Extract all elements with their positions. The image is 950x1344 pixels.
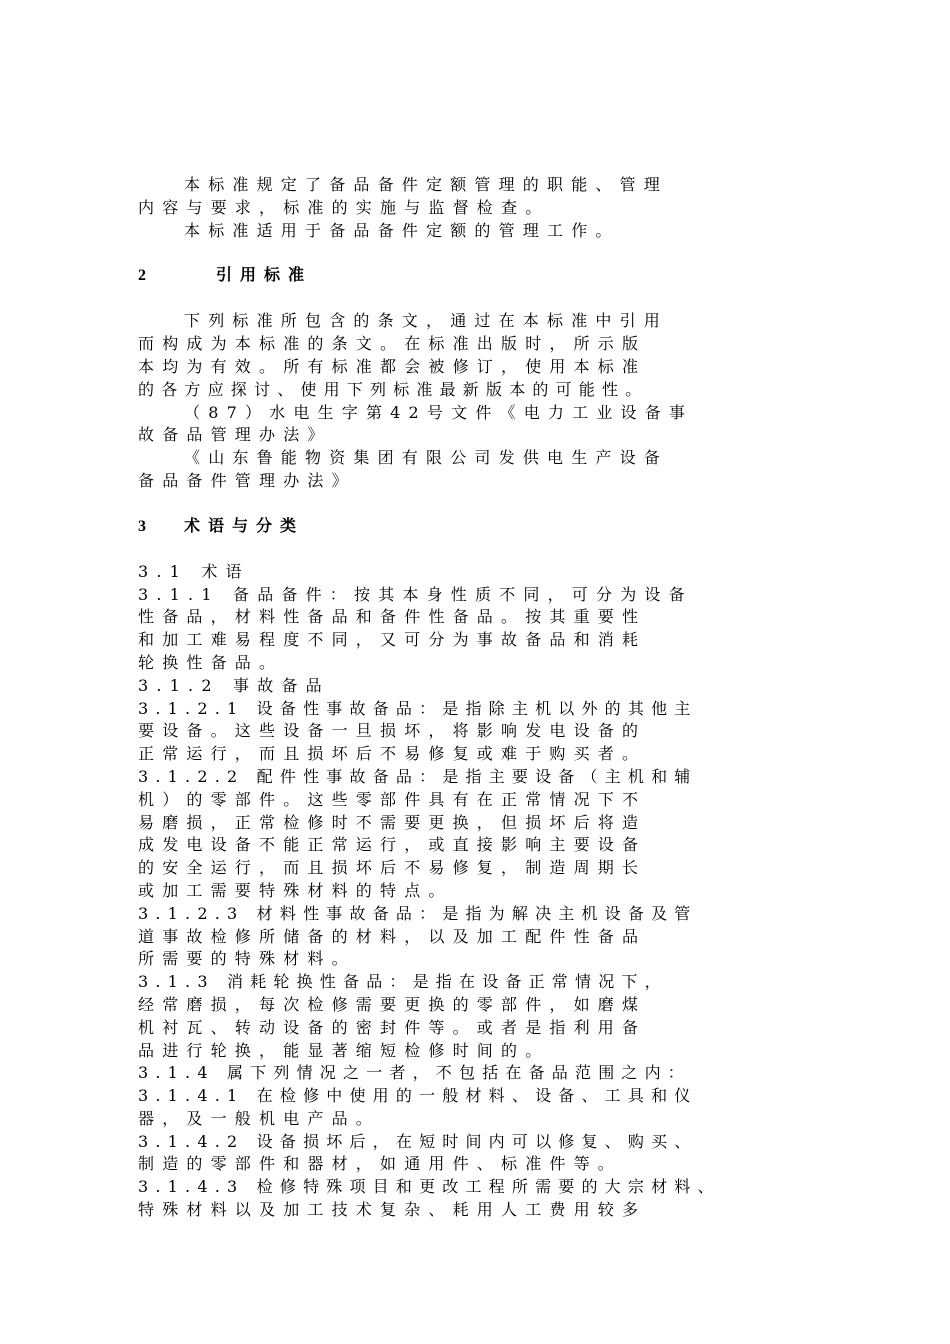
section-heading-2	[138, 264, 838, 286]
section-number: 2	[138, 267, 146, 285]
body-line: 性备品，材料性备品和备件性备品。按其重要性	[138, 607, 647, 627]
intro-line: 本标准规定了备品备件定额管理的职能、管理	[184, 175, 669, 194]
document-page	[138, 174, 838, 1222]
section-title: 引用标准	[216, 265, 313, 285]
body-line: 3.1.2.2 配件性事故备品：是指主要设备（主机和辅	[138, 766, 698, 786]
body-line: 3.1.4 属下列情况之一者，不包括在备品范围之内：	[138, 1063, 691, 1083]
section-title: 术语与分类	[184, 515, 305, 535]
body-line: 品进行轮换，能显著缩短检修时间的。	[138, 1040, 550, 1060]
body-line: 3.1.4.3 检修特殊项目和更改工程所需要的大宗材料、	[138, 1177, 721, 1197]
section-heading-3	[138, 515, 838, 537]
body-line: 易磨损，正常检修时不需要更换，但损坏后将造	[138, 812, 647, 832]
body-line: 3.1.2 事故备品	[138, 675, 330, 695]
body-line: 3.1 术语	[138, 561, 250, 581]
body-line: 3.1.4.2 设备损坏后，在短时间内可以修复、购买、	[138, 1131, 698, 1151]
body-line: 正常运行，而且损坏后不易修复或难于购买者。	[138, 744, 647, 764]
body-line: 本均为有效。所有标准都会被修订，使用本标准	[138, 356, 647, 376]
intro-line: 本标准适用于备品备件定额的管理工作。	[184, 220, 620, 240]
body-line: 机）的零部件。这些零部件具有在正常情况下不	[138, 789, 647, 809]
body-line: 3.1.4.1 在检修中使用的一般材料、设备、工具和仪	[138, 1086, 698, 1106]
intro-line: 内容与要求，标准的实施与监督检查。	[138, 197, 550, 217]
body-line: 经常磨损，每次检修需要更换的零部件，如磨煤	[138, 994, 647, 1014]
body-line: 故备品管理办法》	[138, 425, 332, 445]
body-line: 要设备。这些设备一旦损坏，将影响发电设备的	[138, 721, 647, 741]
body-line: 的各方应探讨、使用下列标准最新版本的可能性。	[138, 379, 649, 399]
body-line: 而构成为本标准的条文。在标准出版时，所示版	[138, 334, 647, 354]
body-line: 道事故检修所储备的材料，以及加工配件性备品	[138, 926, 647, 946]
body-line: 所需要的特殊材料。	[138, 949, 356, 969]
body-line: 成发电设备不能正常运行，或直接影响主要设备	[138, 835, 647, 855]
body-line: 3.1.2.1 设备性事故备品：是指除主机以外的其他主	[138, 698, 698, 718]
body-line: 3.1.1 备品备件：按其本身性质不同，可分为设备	[138, 584, 693, 604]
body-line: 备品备件管理办法》	[138, 470, 356, 490]
body-line: 机衬瓦、转动设备的密封件等。或者是指利用备	[138, 1017, 647, 1037]
body-line: 或加工需要特殊材料的特点。	[138, 880, 453, 900]
body-line: 3.1.2.3 材料性事故备品：是指为解决主机设备及管	[138, 903, 698, 923]
body-line: 下列标准所包含的条文，通过在本标准中引用	[184, 311, 669, 331]
body-line: （87）水电生字第42号文件《电力工业设备事	[184, 402, 694, 422]
body-line: 的安全运行，而且损坏后不易修复，制造周期长	[138, 858, 647, 878]
body-line: 《山东鲁能物资集团有限公司发供电生产设备	[184, 448, 669, 468]
body-line: 特殊材料以及加工技术复杂、耗用人工费用较多	[138, 1200, 647, 1220]
body-line: 器，及一般机电产品。	[138, 1108, 381, 1128]
body-line: 和加工难易程度不同，又可分为事故备品和消耗	[138, 630, 647, 650]
section-number: 3	[138, 517, 146, 535]
body-line: 3.1.3 消耗轮换性备品：是指在设备正常情况下，	[138, 972, 668, 992]
body-line: 制造的零部件和器材，如通用件、标准件等。	[138, 1154, 623, 1174]
body-line: 轮换性备品。	[138, 652, 284, 672]
